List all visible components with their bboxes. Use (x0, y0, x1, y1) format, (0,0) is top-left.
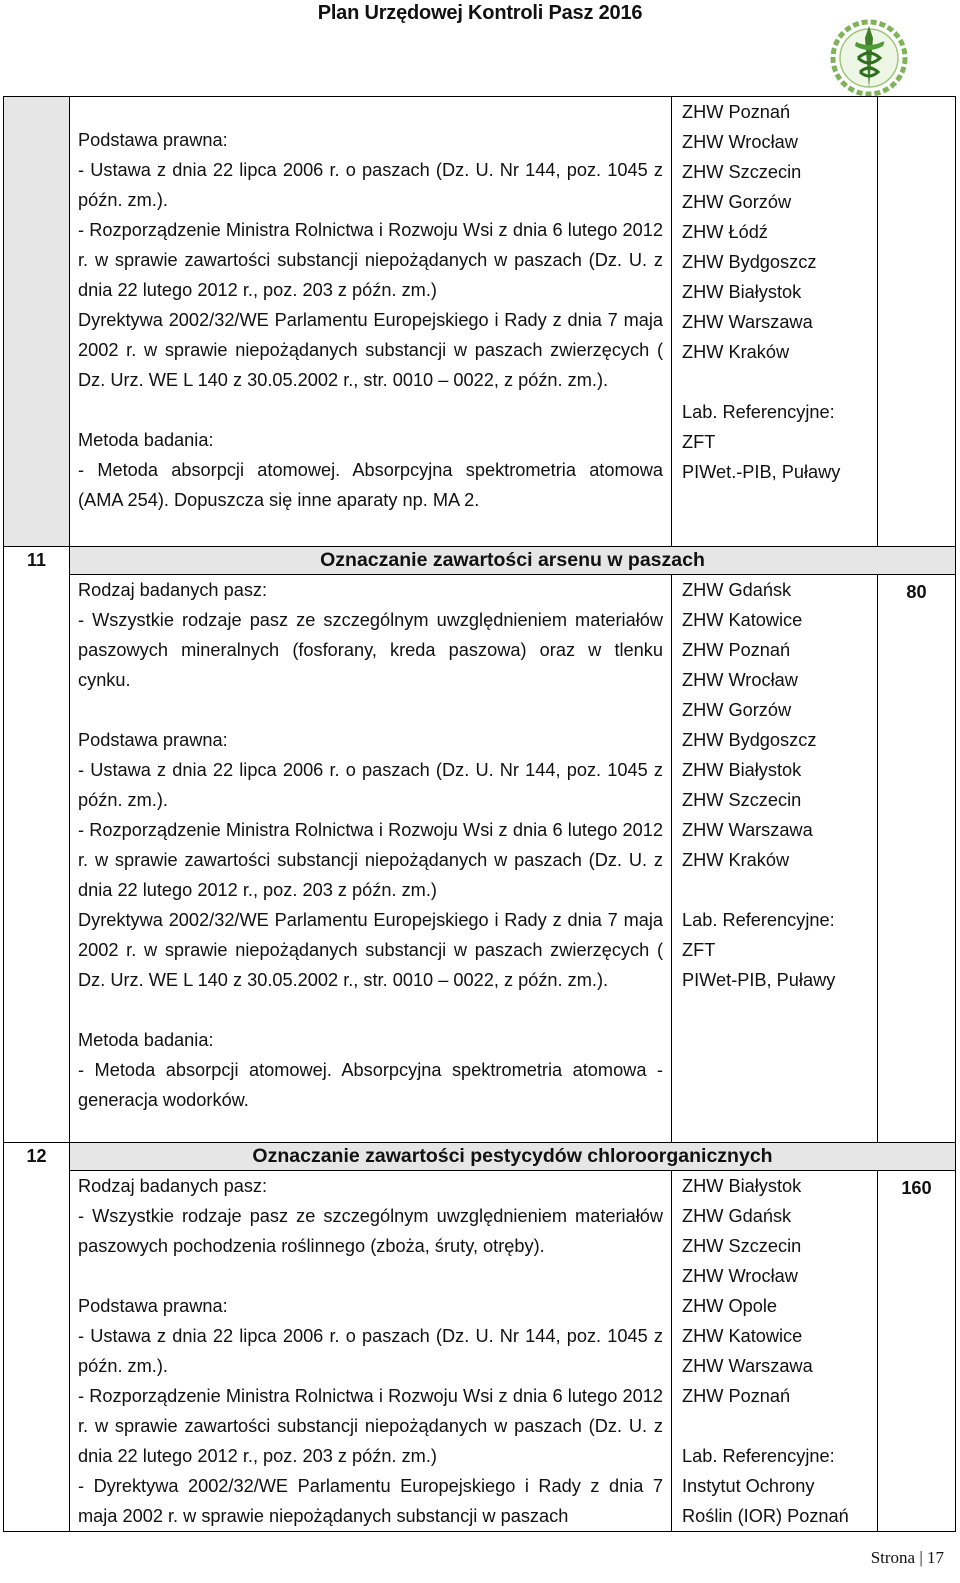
row-sample-count (877, 96, 956, 547)
lab-name: ZHW Gdańsk (682, 580, 792, 600)
description-text: - Wszystkie rodzaje pasz ze szczególnym uwzględnieniem materiałów paszowych pochodzenia roślinnego (zboża, śruty, otręby). (78, 1206, 663, 1256)
section-label: Podstawa prawna: (78, 130, 228, 150)
row-labs (671, 96, 878, 547)
lab-name: ZHW Katowice (682, 610, 803, 630)
lab-name: ZHW Łódź (682, 222, 768, 242)
lab-name: ZHW Kraków (682, 850, 790, 870)
row-title (69, 546, 956, 575)
lab-name: ZHW Warszawa (682, 820, 813, 840)
lab-name: ZHW Wrocław (682, 132, 798, 152)
lab-name: ZHW Szczecin (682, 790, 802, 810)
lab-name: ZHW Szczecin (682, 1236, 802, 1256)
row-number: 12 (26, 1146, 47, 1166)
row-description (69, 574, 672, 1143)
section-label: Podstawa prawna: (78, 1296, 228, 1316)
row-number: 11 (26, 550, 47, 570)
lab-name: ZHW Bydgoszcz (682, 730, 817, 750)
lab-name: ZHW Gorzów (682, 700, 792, 720)
description-text: - Ustawa z dnia 22 lipca 2006 r. o paszach (Dz. U. Nr 144, poz. 1045 z późn. zm.). (78, 760, 663, 810)
sample-count-value: 160 (901, 1178, 932, 1198)
spacer (682, 875, 867, 905)
lab-name: ZHW Gorzów (682, 192, 792, 212)
page-header-title: Plan Urzędowej Kontroli Pasz 2016 (317, 2, 643, 24)
lab-name: ZFT (682, 432, 716, 452)
description-text: - Rozporządzenie Ministra Rolnictwa i Rozwoju Wsi z dnia 6 lutego 2012 r. w sprawie zawartości substancji niepożądanych w paszach (Dz. U. z dnia 22 lutego 2012 r., poz. 203 z późn. zm.) (78, 1386, 663, 1466)
description-text: - Rozporządzenie Ministra Rolnictwa i Rozwoju Wsi z dnia 6 lutego 2012 r. w sprawie zawartości substancji niepożądanych w paszach (Dz. U. z dnia 22 lutego 2012 r., poz. 203 z późn. zm.) (78, 220, 663, 300)
lab-name: ZHW Wrocław (682, 1266, 798, 1286)
lab-name: Instytut Ochrony (682, 1476, 815, 1496)
lab-name: ZHW Kraków (682, 342, 790, 362)
row-labs (671, 574, 878, 1143)
description-text: - Ustawa z dnia 22 lipca 2006 r. o paszach (Dz. U. Nr 144, poz. 1045 z późn. zm.). (78, 160, 663, 210)
lab-name: ZHW Warszawa (682, 312, 813, 332)
spacer (78, 395, 663, 425)
row-sample-count (877, 574, 956, 1143)
spacer (78, 995, 663, 1025)
row-title (69, 1142, 956, 1171)
lab-name: ZHW Warszawa (682, 1356, 813, 1376)
description-text: - Metoda absorpcji atomowej. Absorpcyjna spektrometria atomowa (AMA 254). Dopuszcza się inne aparaty np. MA 2. (78, 460, 663, 510)
lab-name: ZHW Opole (682, 1296, 777, 1316)
lab-name: ZHW Katowice (682, 1326, 803, 1346)
row-description (69, 96, 672, 547)
lab-name: Lab. Referencyjne: (682, 402, 835, 422)
row-title-text: Oznaczanie zawartości pestycydów chloroorganicznych (252, 1145, 773, 1167)
description-text: - Metoda absorpcji atomowej. Absorpcyjna spektrometria atomowa - generacja wodorków. (78, 1060, 663, 1110)
lab-name: ZHW Gdańsk (682, 1206, 792, 1226)
row-number-cell (3, 96, 70, 547)
spacer (78, 1261, 663, 1291)
lab-name: PIWet.-PIB, Puławy (682, 462, 841, 482)
caduceus-logo-icon (828, 18, 910, 98)
section-label: Metoda badania: (78, 1030, 214, 1050)
section-label: Rodzaj badanych pasz: (78, 1176, 268, 1196)
lab-name: ZHW Białystok (682, 760, 802, 780)
spacer (682, 1411, 867, 1441)
description-text: - Ustawa z dnia 22 lipca 2006 r. o paszach (Dz. U. Nr 144, poz. 1045 z późn. zm.). (78, 1326, 663, 1376)
section-label: Podstawa prawna: (78, 730, 228, 750)
row-number-cell (3, 546, 70, 1143)
lab-name: ZHW Białystok (682, 1176, 802, 1196)
description-text: Dyrektywa 2002/32/WE Parlamentu Europejskiego i Rady z dnia 7 maja 2002 r. w sprawie niepożądanych substancji w paszach zwierzęcych ( Dz. Urz. WE L 140 z 30.05.2002 r., str. 0010 – 0022, z późn. zm.). (78, 310, 663, 390)
lab-name: ZHW Wrocław (682, 670, 798, 690)
row-number-cell (3, 1142, 70, 1532)
lab-name: Lab. Referencyjne: (682, 910, 835, 930)
lab-name: ZFT (682, 940, 716, 960)
section-label: Rodzaj badanych pasz: (78, 580, 268, 600)
lab-name: ZHW Bydgoszcz (682, 252, 817, 272)
lab-name: PIWet-PIB, Puławy (682, 970, 836, 990)
spacer (682, 367, 867, 397)
row-description (69, 1170, 672, 1532)
description-text: - Dyrektywa 2002/32/WE Parlamentu Europejskiego i Rady z dnia 7 maja 2002 r. w sprawie niepożądanych substancji w paszach (78, 1476, 663, 1526)
section-label: Metoda badania: (78, 430, 214, 450)
description-text: - Rozporządzenie Ministra Rolnictwa i Rozwoju Wsi z dnia 6 lutego 2012 r. w sprawie zawartości substancji niepożądanych w paszach (Dz. U. z dnia 22 lutego 2012 r., poz. 203 z późn. zm.) (78, 820, 663, 900)
page-footer-number: Strona | 17 (870, 1548, 944, 1567)
lab-name: ZHW Poznań (682, 640, 791, 660)
lab-name: ZHW Białystok (682, 282, 802, 302)
lab-name: Lab. Referencyjne: (682, 1446, 835, 1466)
row-sample-count (877, 1170, 956, 1532)
description-text: - Wszystkie rodzaje pasz ze szczególnym uwzględnieniem materiałów paszowych mineralnych (fosforany, kreda paszowa) oraz w tlenku cynku. (78, 610, 663, 690)
lab-name: ZHW Poznań (682, 1386, 791, 1406)
spacer (78, 695, 663, 725)
sample-count-value: 80 (906, 582, 927, 602)
description-text: Dyrektywa 2002/32/WE Parlamentu Europejskiego i Rady z dnia 7 maja 2002 r. w sprawie niepożądanych substancji w paszach zwierzęcych ( Dz. Urz. WE L 140 z 30.05.2002 r., str. 0010 – 0022, z późn. zm.). (78, 910, 663, 990)
row-title-text: Oznaczanie zawartości arsenu w paszach (320, 549, 705, 571)
lab-name: Roślin (IOR) Poznań (682, 1506, 849, 1526)
lab-name: ZHW Poznań (682, 102, 791, 122)
lab-name: ZHW Szczecin (682, 162, 802, 182)
row-labs (671, 1170, 878, 1532)
